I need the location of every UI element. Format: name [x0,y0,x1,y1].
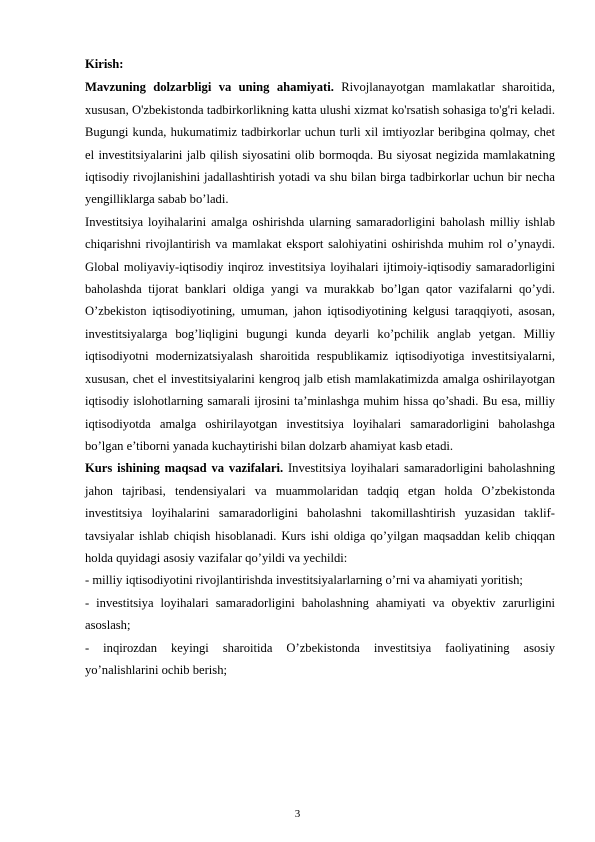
paragraph-goals-text: Investitsiya loyihalari samaradorligini baholashning jahon tajribasi, tendensiyalari va muammolaridan tadqiq etgan holda O’zbekistonda investitsiya loyihalarini samaradorligini baholashni takomillashtirish yuzasidan taklif-tavsiyalar ishlab chiqish hisoblanadi. Kurs ishi oldiga qo’yilgan maqsaddan kelib chiqqan holda quyidagi asosiy vazifalar qo’yildi va yechildi: [85,461,555,565]
paragraph-relevance [85,76,555,210]
paragraph-investment-text: Investitsiya loyihalarini amalga oshirishda ularning samaradorligini baholash milliy ishlab chiqarishni rivojlantirish va mamlakat eksport salohiyatini oshirishda muhim rol o’ynaydi. Global moliyaviy-iqtisodiy inqiroz investitsiya loyihalari ijtimoiy-iqtisodiy samaradorligini baholashda tijorat banklari oldiga yangi va murakkab bo’lgan qator vazifalarni qo’ydi. O’zbekiston iqtisodiyotining, umuman, jahon iqtisodiyotining kelgusi taraqqiyoti, asosan, investitsiyalarga bog’liqligini bugungi kunda deyarli ko’pchilik anglab yetgan. Milliy iqtisodiyotni modernizatsiyalash sharoitida respublikamiz iqtisodiyotiga investitsiyalarni, xususan, chet el investitsiyalarini kengroq jalb etish mamlakatimizda amalga oshirilayotgan iqtisodiy islohotlarning samarali ijrosini ta’minlashga muhim hissa qo’shadi. Bu esa, milliy iqtisodiyotda amalga oshirilayotgan investitsiya loyihalari samaradorligini baholashga bo’lgan e’tiborni yanada kuchaytirishi bilan dolzarb ahamiyat kasb etadi. [85,214,555,453]
paragraph-goals [85,457,555,569]
paragraph-relevance-text: Rivojlanayotgan mamlakatlar sharoitida, xususan, O'zbekistonda tadbirkorlikning katta ulushi xizmat ko'rsatish sohasiga to'g'ri keladi. Bugungi kunda, hukumatimiz tadbirkorlar uchun turli xil imtiyozlar beribgina qolmay, chet el investitsiyalarini jalb qilish siyosatini olib bormoqda. Bu siyosat negizida mamlakatning iqtisodiy rivojlanishini jadallashtirish yotadi va shu bilan birga tadbirkorlar uchun bir necha yengilliklarga sabab bo’ladi. [85,80,555,207]
list-item: - milliy iqtisodiyotini rivojlantirishda investitsiyalarlarning o’rni va ahamiyati yoritish; [85,573,523,588]
list-item: - inqirozdan keyingi sharoitida O’zbekistonda investitsiya faoliyatining asosiy yo’nalishlarini ochib berish; [85,640,555,677]
paragraph-investment [85,211,555,457]
heading-intro: Kirish: [85,57,124,71]
document-page [85,53,555,681]
paragraph-relevance-title: Mavzuning dolzarbligi va uning ahamiyati. [85,80,334,95]
page-number: 3 [294,808,301,820]
list-item: - investitsiya loyihalari samaradorligini baholashning ahamiyati va obyektiv zarurligini asoslash; [85,595,555,633]
paragraph-goals-title: Kurs ishining maqsad va vazifalari. [85,461,284,476]
